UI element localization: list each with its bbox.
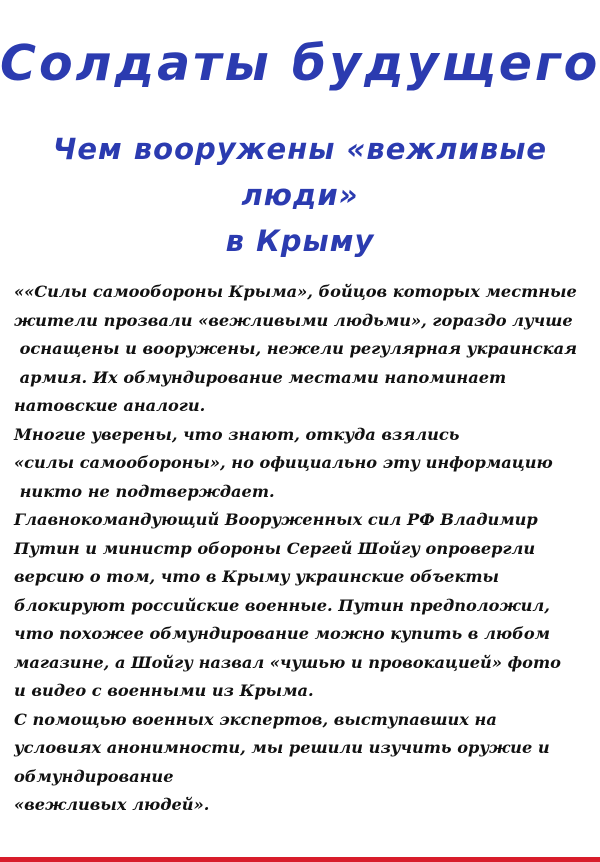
article-line: магазине, а Шойгу назвал «чушью и провокацией» фото: [14, 652, 561, 672]
article-line: никто не подтверждает.: [14, 481, 275, 501]
bottom-accent-band: [0, 857, 600, 862]
page-subtitle: [0, 126, 600, 264]
article-line: что похожее обмундирование можно купить в любом: [14, 624, 551, 643]
subtitle-line-2: в Крыму: [225, 224, 375, 258]
article-line: обмундирование: [14, 766, 174, 786]
article-line: ««Силы самообороны Крыма», бойцов которых местные: [14, 282, 577, 301]
article-line: оснащены и вооружены, нежели регулярная украинская: [14, 339, 578, 358]
subtitle-line-1: Чем вооружены «вежливые люди»: [52, 132, 548, 212]
article-line: «вежливых людей».: [14, 795, 210, 814]
article-line: армия. Их обмундирование местами напоминает: [14, 367, 507, 387]
article-line: Путин и министр обороны Сергей Шойгу опровергли: [14, 538, 536, 558]
article-line: версию о том, что в Крыму украинские объекты: [14, 567, 500, 586]
page-title: Солдаты будущего: [0, 35, 600, 92]
article-line: Главнокомандующий Вооруженных сил РФ Владимир: [14, 510, 538, 529]
article-line: и видео с военными из Крыма.: [14, 681, 314, 700]
article-line: условиях анонимности, мы решили изучить оружие и: [14, 738, 550, 757]
article-line: блокируют российские военные. Путин предположил,: [14, 595, 550, 615]
article-line: жители прозвали «вежливыми людьми», гораздо лучше: [14, 310, 573, 330]
article-line: «силы самообороны», но официально эту информацию: [14, 453, 553, 472]
article-body: [14, 278, 594, 820]
article-line: С помощью военных экспертов, выступавших на: [14, 709, 497, 729]
article-line: натовские аналоги.: [14, 396, 206, 415]
article-line: Многие уверены, что знают, откуда взялись: [14, 424, 460, 444]
